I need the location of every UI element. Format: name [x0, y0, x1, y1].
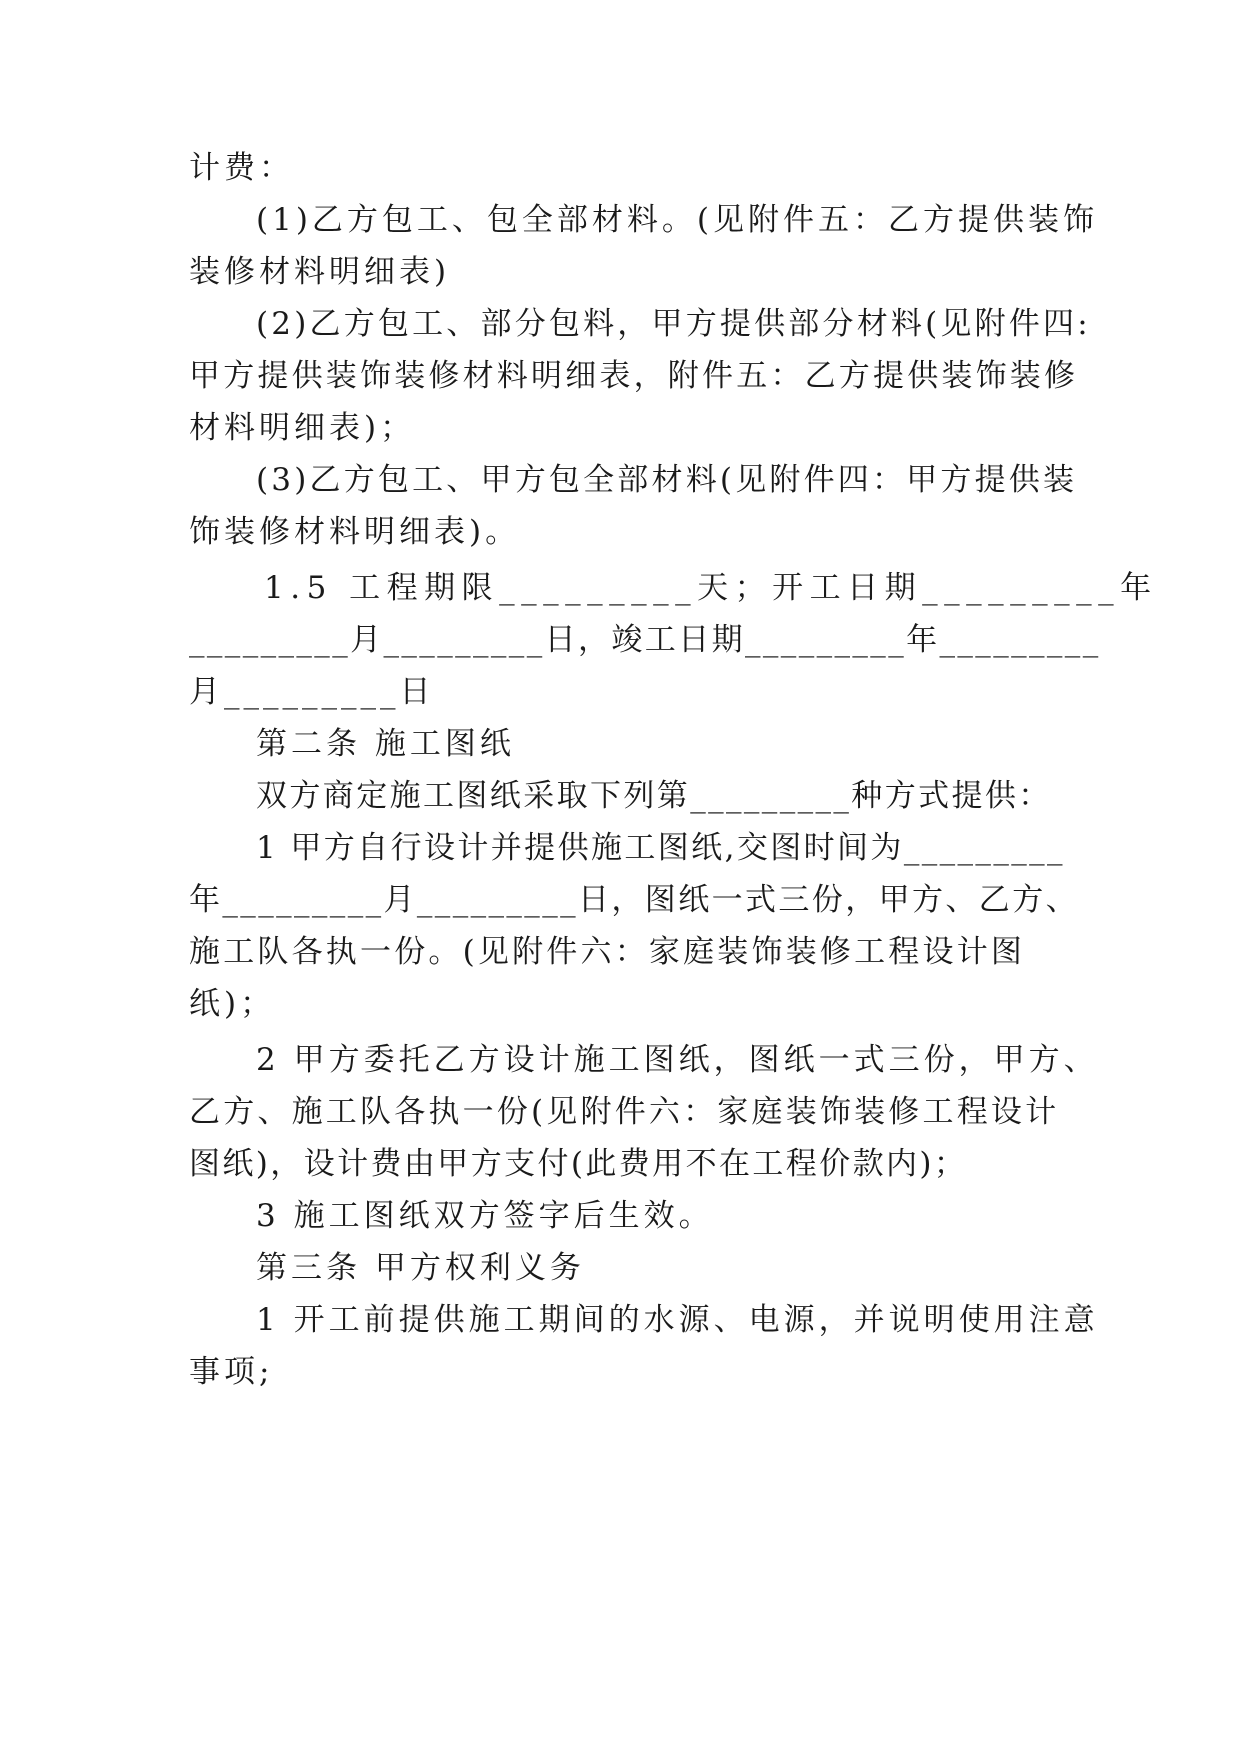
text-line: 材料明细表)； [189, 410, 416, 446]
text-line: 饰装修材料明细表)。 [189, 514, 521, 550]
text-line: 事项; [189, 1354, 274, 1390]
text-line: (3)乙方包工、甲方包全部材料(见附件四：甲方提供装 [256, 462, 1078, 498]
text-line: (2)乙方包工、部分包料，甲方提供部分材料(见附件四: [256, 306, 1091, 342]
text-line: 纸)； [189, 986, 276, 1022]
text-line: 装修材料明细表) [189, 254, 451, 290]
section-heading: 第二条 施工图纸 [256, 726, 515, 762]
text-line: 1.5 工程期限_________天；开工日期_________年 [264, 570, 1158, 606]
text-line: 月_________日 [189, 674, 435, 710]
text-line: (1)乙方包工、包全部材料。(见附件五：乙方提供装饰 [256, 202, 1099, 238]
text-line: 1 开工前提供施工期间的水源、电源，并说明使用注意 [256, 1302, 1099, 1338]
text-line: 年_________月_________日，图纸一式三份，甲方、乙方、 [189, 882, 1079, 918]
text-line: 施工队各执一份。(见附件六：家庭装饰装修工程设计图 [189, 934, 1026, 970]
text-line: 1 甲方自行设计并提供施工图纸,交图时间为_________ [256, 830, 1065, 866]
text-line: 图纸)，设计费由甲方支付(此费用不在工程价款内)； [189, 1146, 968, 1182]
text-line: 双方商定施工图纸采取下列第_________种方式提供： [256, 778, 1052, 814]
text-line: 2 甲方委托乙方设计施工图纸，图纸一式三份，甲方、 [256, 1042, 1099, 1078]
text-line: _________月_________日，竣工日期_________年_________ [189, 622, 1101, 658]
section-heading: 第三条 甲方权利义务 [256, 1250, 585, 1286]
text-line: 计费： [189, 150, 294, 186]
text-line: 乙方、施工队各执一份(见附件六：家庭装饰装修工程设计 [189, 1094, 1060, 1130]
text-line: 3 施工图纸双方签字后生效。 [256, 1198, 714, 1234]
text-line: 甲方提供装饰装修材料明细表，附件五：乙方提供装饰装修 [189, 358, 1079, 394]
